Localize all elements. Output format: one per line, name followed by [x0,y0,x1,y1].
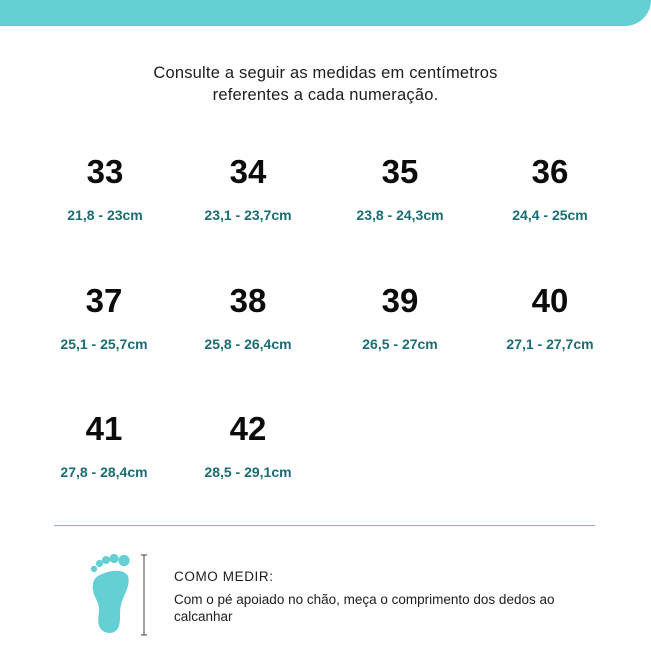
size-range: 23,1 - 23,7cm [204,207,292,223]
size-cell-33 [30,154,180,224]
how-to-measure-title: COMO MEDIR: [174,569,274,584]
size-number: 40 [531,282,569,319]
divider [54,525,595,526]
intro-text [0,62,651,106]
size-cell-42 [173,411,323,481]
size-range: 21,8 - 23cm [67,207,143,223]
intro-line-1: Consulte a seguir as medidas em centímetros [153,64,498,82]
intro-line-2: referentes a cada numeração. [212,86,439,104]
size-cell-35 [325,154,475,224]
size-range: 27,8 - 28,4cm [60,464,148,480]
size-number: 36 [531,153,569,190]
size-cell-39 [325,283,475,353]
size-cell-34 [173,154,323,224]
size-cell-38 [173,283,323,353]
size-number: 41 [85,410,123,447]
size-range: 25,8 - 26,4cm [204,336,292,352]
size-number: 35 [381,153,419,190]
top-accent-bar [0,0,651,26]
ruler-icon [140,554,148,636]
how-to-measure-text: Com o pé apoiado no chão, meça o comprimento dos dedos ao calcanhar [174,592,555,624]
size-cell-36 [475,154,625,224]
size-range: 24,4 - 25cm [512,207,588,223]
size-number: 39 [381,282,419,319]
size-number: 42 [229,410,267,447]
size-range: 26,5 - 27cm [362,336,438,352]
size-cell-37 [29,283,179,353]
size-number: 37 [85,282,123,319]
size-range: 23,8 - 24,3cm [356,207,444,223]
size-cell-41 [29,411,179,481]
size-number: 33 [86,153,124,190]
size-number: 38 [229,282,267,319]
foot-icon [88,553,130,635]
size-cell-40 [475,283,625,353]
size-number: 34 [229,153,267,190]
size-range: 25,1 - 25,7cm [60,336,148,352]
size-range: 28,5 - 29,1cm [204,464,292,480]
size-range: 27,1 - 27,7cm [506,336,594,352]
